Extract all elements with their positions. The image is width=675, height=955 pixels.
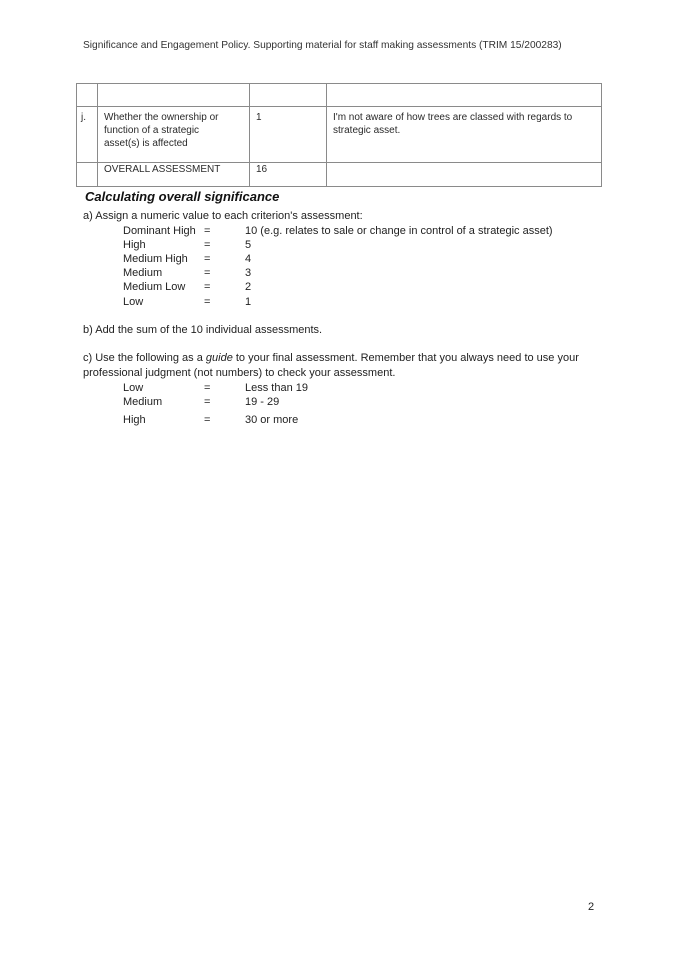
table-cell-letter (77, 163, 98, 187)
table-cell-criterion (98, 84, 250, 107)
scale-equals: = (204, 281, 211, 293)
scale-label: Medium (123, 267, 163, 279)
guide-label: Medium (123, 396, 163, 408)
overall-assessment-score: 16 (250, 163, 327, 187)
scale-label: Dominant High (123, 225, 196, 237)
step-c-text (83, 351, 579, 366)
scale-value: 1 (245, 296, 252, 308)
table-cell-score (250, 84, 327, 107)
scale-label: Medium Low (123, 281, 186, 293)
table-row (77, 107, 602, 163)
step-c-post: to your final assessment. Remember that you always need to use your (232, 352, 579, 364)
scale-label: High (123, 239, 146, 251)
table-cell-comment (327, 163, 602, 187)
table-cell-criterion (98, 107, 250, 163)
scale-label: Low (123, 296, 144, 308)
comment-line: I'm not aware of how trees are classed with regards to (333, 112, 573, 123)
guide-equals: = (204, 382, 211, 394)
scale-value: 4 (245, 253, 252, 265)
section-heading: Calculating overall significance (85, 189, 280, 204)
criterion-line: Whether the ownership or (104, 112, 219, 123)
table-row-total (77, 163, 602, 187)
page-number: 2 (588, 901, 595, 913)
assessment-table (76, 83, 602, 187)
guide-value: 19 - 29 (245, 396, 280, 408)
guide-label: Low (123, 382, 144, 394)
scale-label: Medium High (123, 253, 188, 265)
row-letter: j. (81, 112, 86, 123)
step-c-line2: professional judgment (not numbers) to check your assessment. (83, 367, 396, 379)
overall-assessment-label: OVERALL ASSESSMENT (98, 163, 250, 187)
criterion-text (104, 107, 249, 150)
scale-value: 5 (245, 239, 252, 251)
scale-value: 2 (245, 281, 252, 293)
table-cell-score (250, 107, 327, 163)
score-value: 1 (256, 112, 262, 123)
step-b-text: b) Add the sum of the 10 individual assessments. (83, 324, 323, 336)
table-cell-comment (327, 84, 602, 107)
scale-value: 10 (e.g. relates to sale or change in control of a strategic asset) (245, 225, 553, 237)
guide-equals: = (204, 396, 211, 408)
step-c-pre: c) Use the following as a (83, 352, 206, 364)
comment-text (333, 107, 601, 137)
guide-label: High (123, 414, 146, 426)
table-row (77, 84, 602, 107)
table-cell-comment (327, 107, 602, 163)
scale-value: 3 (245, 267, 252, 279)
scale-equals: = (204, 225, 211, 237)
criterion-line: asset(s) is affected (104, 138, 188, 149)
comment-line: strategic asset. (333, 125, 401, 136)
guide-value: Less than 19 (245, 382, 308, 394)
step-c-guide-em: guide (205, 352, 233, 364)
table-cell-letter (77, 107, 98, 163)
scale-equals: = (204, 239, 211, 251)
scale-equals: = (204, 253, 211, 265)
page-header: Significance and Engagement Policy. Supporting material for staff making assessments (TRIM 15/200283) (83, 40, 562, 51)
table-cell-letter (77, 84, 98, 107)
criterion-line: function of a strategic (104, 125, 200, 136)
guide-value: 30 or more (245, 414, 299, 426)
scale-equals: = (204, 296, 211, 308)
scale-equals: = (204, 267, 211, 279)
step-a-text: a) Assign a numeric value to each criterion's assessment: (83, 210, 363, 222)
guide-equals: = (204, 414, 211, 426)
